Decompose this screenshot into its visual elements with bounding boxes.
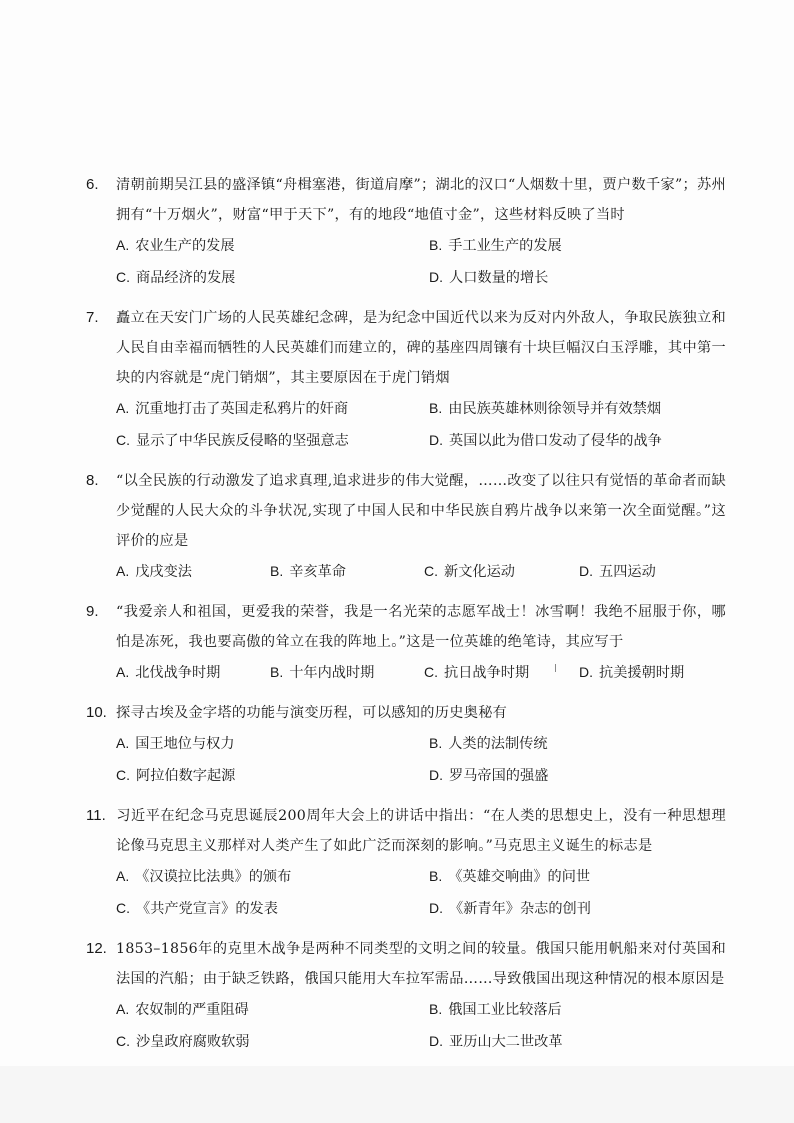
option-text: 辛亥革命: [289, 564, 346, 580]
option-text: 农业生产的发展: [135, 238, 235, 254]
option-b[interactable]: [429, 230, 729, 262]
option-letter: D.: [429, 1033, 443, 1049]
option-text: 人口数量的增长: [449, 270, 549, 286]
option-a[interactable]: [116, 657, 270, 689]
question-stem: [86, 698, 726, 728]
option-text: 由民族英雄林则徐领导并有效禁烟: [448, 401, 662, 417]
question-7: [86, 303, 726, 457]
option-text: 抗日战争时期: [444, 665, 530, 681]
option-letter: C.: [116, 269, 130, 285]
option-letter: C.: [116, 1033, 130, 1049]
option-d[interactable]: [579, 657, 729, 689]
option-letter: D.: [429, 767, 443, 783]
option-a[interactable]: [116, 556, 270, 588]
option-a[interactable]: [116, 728, 429, 760]
option-text: 英国以此为借口发动了侵华的战争: [449, 433, 662, 449]
option-letter: B.: [429, 735, 443, 751]
question-number: 10.: [86, 704, 107, 721]
option-letter: B.: [429, 1001, 443, 1017]
option-list: [86, 556, 726, 588]
option-letter: D.: [429, 900, 443, 916]
question-number: 7.: [86, 309, 99, 326]
option-text: 国王地位与权力: [135, 736, 235, 752]
option-d[interactable]: [429, 893, 729, 925]
option-letter: A.: [116, 237, 130, 253]
question-text: 1853–1856年的克里木战争是两种不同类型的文明之间的较量。俄国只能用帆船来对付英国和法国的汽船；由于缺乏铁路，俄国只能用大车拉军需品……导致俄国出现这种情况的根本原因是: [116, 941, 726, 987]
option-text: 亚历山大二世改革: [449, 1034, 563, 1050]
option-b[interactable]: [429, 393, 729, 425]
option-list: [86, 657, 726, 689]
option-d[interactable]: [429, 1026, 729, 1058]
question-list: [86, 170, 726, 1067]
question-stem: [86, 597, 726, 657]
option-text: 商品经济的发展: [136, 270, 236, 286]
option-letter: D.: [579, 664, 593, 680]
option-text: 五四运动: [599, 564, 656, 580]
option-a[interactable]: [116, 861, 429, 893]
question-text: “我爱亲人和祖国，更爱我的荣誉，我是一名光荣的志愿军战士！冰雪啊！我绝不屈服于你，哪怕是冻死，我也要高傲的耸立在我的阵地上。”这是一位英雄的绝笔诗，其应写于: [116, 604, 726, 650]
option-text: 十年内战时期: [289, 665, 375, 681]
option-text: 显示了中华民族反侵略的坚强意志: [136, 433, 349, 449]
option-text: 抗美援朝时期: [599, 665, 685, 681]
option-a[interactable]: [116, 393, 429, 425]
option-b[interactable]: [429, 861, 729, 893]
option-a[interactable]: [116, 994, 429, 1026]
option-d[interactable]: [429, 262, 729, 294]
page-bottom-edge: [0, 1066, 794, 1123]
option-b[interactable]: [429, 994, 729, 1026]
question-stem: [86, 801, 726, 861]
option-text: 北伐战争时期: [135, 665, 221, 681]
option-a[interactable]: [116, 230, 429, 262]
option-letter: A.: [116, 400, 130, 416]
option-c[interactable]: [424, 556, 579, 588]
option-text: 阿拉伯数字起源: [136, 768, 236, 784]
option-letter: C.: [424, 563, 438, 579]
option-c[interactable]: [116, 425, 429, 457]
option-c[interactable]: [424, 657, 579, 689]
question-number: 11.: [86, 807, 106, 824]
option-letter: C.: [116, 767, 130, 783]
question-11: [86, 801, 726, 925]
option-list: [86, 994, 726, 1058]
option-letter: D.: [429, 269, 443, 285]
option-letter: D.: [579, 563, 593, 579]
option-c[interactable]: [116, 1026, 429, 1058]
question-number: 12.: [86, 940, 107, 957]
question-8: [86, 466, 726, 588]
question-text: 探寻古埃及金字塔的功能与演变历程，可以感知的历史奥秘有: [116, 705, 508, 721]
option-letter: D.: [429, 432, 443, 448]
option-list: [86, 230, 726, 294]
option-text: 《共产党宣言》的发表: [136, 901, 278, 917]
question-text: “以全民族的行动激发了追求真理,追求进步的伟大觉醒，……改变了以往只有觉悟的革命者而缺少觉醒的人民大众的斗争状况,实现了中国人民和中华民族自鸦片战争以来第一次全面觉醒。”这评价的应是: [116, 473, 726, 549]
question-text: 习近平在纪念马克思诞辰200周年大会上的讲话中指出：“在人类的思想史上，没有一种思想理论像马克思主义那样对人类产生了如此广泛而深刻的影响。”马克思主义诞生的标志是: [116, 808, 726, 854]
option-letter: C.: [116, 900, 130, 916]
question-6: [86, 170, 726, 294]
question-stem: [86, 303, 726, 393]
question-number: 9.: [86, 603, 99, 620]
question-10: [86, 698, 726, 792]
option-letter: A.: [116, 868, 130, 884]
option-d[interactable]: [429, 425, 729, 457]
option-letter: B.: [429, 400, 443, 416]
question-number: 8.: [86, 472, 99, 489]
question-12: [86, 934, 726, 1058]
option-text: 新文化运动: [444, 564, 515, 580]
option-text: 戊戌变法: [135, 564, 192, 580]
option-letter: B.: [429, 868, 443, 884]
option-c[interactable]: [116, 262, 429, 294]
option-text: 《新青年》杂志的创刊: [449, 901, 591, 917]
question-text: 清朝前期吴江县的盛泽镇“舟楫塞港，街道肩摩”；湖北的汉口“人烟数十里，贾户数千家”；苏州拥有“十万烟火”，财富“甲于天下”，有的地段“地值寸金”，这些材料反映了当时: [116, 177, 726, 223]
option-text: 罗马帝国的强盛: [449, 768, 549, 784]
option-b[interactable]: [429, 728, 729, 760]
option-text: 人类的法制传统: [448, 736, 548, 752]
question-text: 矗立在天安门广场的人民英雄纪念碑，是为纪念中国近代以来为反对内外敌人，争取民族独立和人民自由幸福而牺牲的人民英雄们而建立的，碑的基座四周镶有十块巨幅汉白玉浮雕，其中第一块的内容就是“虎门销烟”，其主要原因在于虎门销烟: [116, 310, 726, 386]
option-list: [86, 393, 726, 457]
option-letter: B.: [270, 563, 284, 579]
option-b[interactable]: [270, 657, 424, 689]
option-text: 手工业生产的发展: [448, 238, 562, 254]
option-letter: B.: [429, 237, 443, 253]
option-d[interactable]: [429, 760, 729, 792]
option-text: 《汉谟拉比法典》的颁布: [135, 869, 292, 885]
option-letter: A.: [116, 664, 130, 680]
option-list: [86, 861, 726, 925]
option-letter: C.: [424, 664, 438, 680]
option-d[interactable]: [579, 556, 729, 588]
option-text: 沉重地打击了英国走私鸦片的奸商: [135, 401, 349, 417]
scan-mark: [555, 664, 556, 672]
question-9: [86, 597, 726, 689]
question-stem: [86, 466, 726, 556]
option-c[interactable]: [116, 893, 429, 925]
option-letter: C.: [116, 432, 130, 448]
option-text: 俄国工业比较落后: [448, 1002, 562, 1018]
option-text: 沙皇政府腐败软弱: [136, 1034, 250, 1050]
option-text: 《英雄交响曲》的问世: [448, 869, 591, 885]
question-number: 6.: [86, 176, 99, 193]
option-c[interactable]: [116, 760, 429, 792]
option-text: 农奴制的严重阻碍: [135, 1002, 249, 1018]
option-b[interactable]: [270, 556, 424, 588]
question-stem: [86, 934, 726, 994]
option-list: [86, 728, 726, 792]
option-letter: A.: [116, 563, 130, 579]
question-stem: [86, 170, 726, 230]
option-letter: A.: [116, 1001, 130, 1017]
option-letter: A.: [116, 735, 130, 751]
option-letter: B.: [270, 664, 284, 680]
